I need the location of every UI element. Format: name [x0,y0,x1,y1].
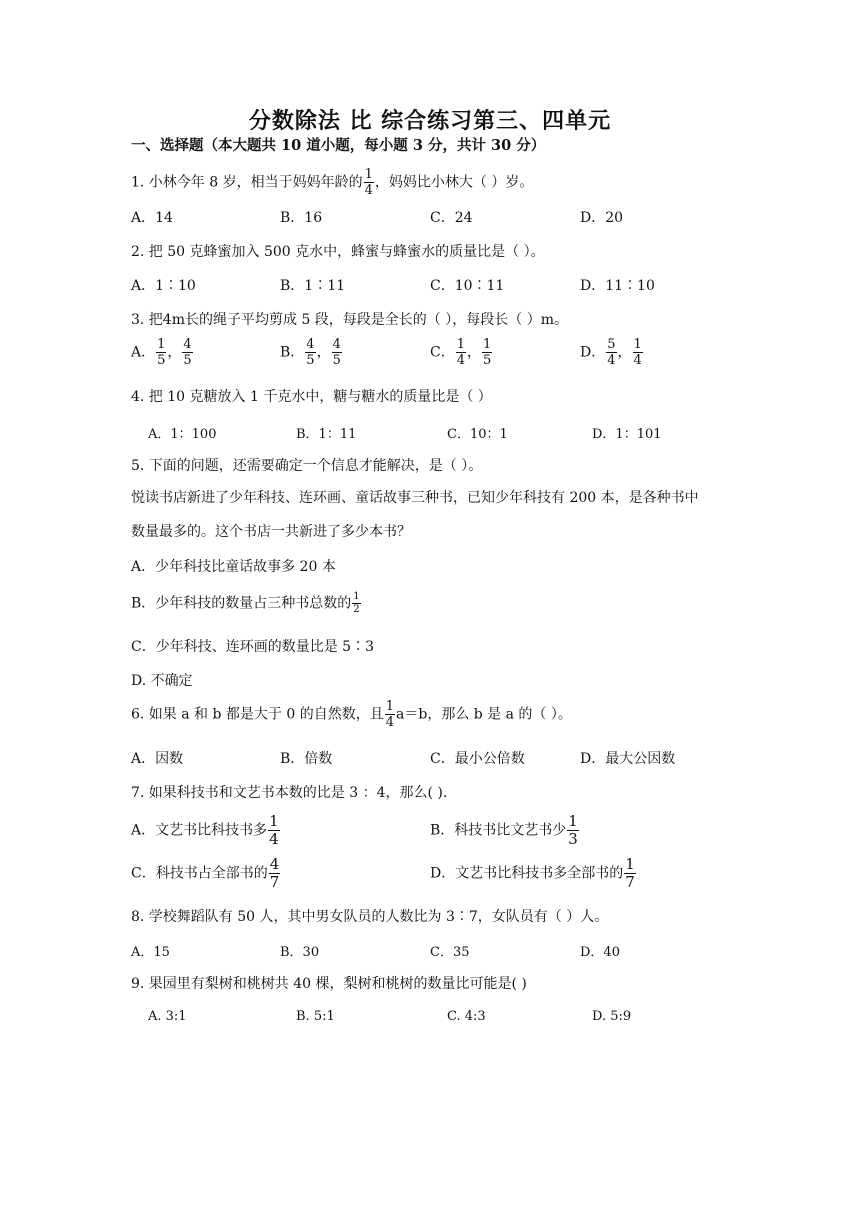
question-2-option-a: A．1∶10 [131,278,196,294]
question-3-option-c: C． $\frac{1}{4}$ ， $\frac{1}{5}$ [430,337,492,368]
question-5: 5. 下面的问题，还需要确定一个信息才能解决，是（ ）。 [131,458,483,474]
question-5-option-b-fraction: $\frac{1}{2}$ [353,591,360,615]
question-3-option-a: A． $\frac{1}{5}$ ， $\frac{4}{5}$ [131,337,192,368]
question-1-option-c: C．24 [430,210,473,226]
question-3-option-a-fraction-1: $\frac{1}{5}$ [157,337,166,368]
question-1-stem-end: ，妈妈比小林大（ ）岁。 [374,174,534,191]
question-8-option-d: D．40 [580,945,620,960]
question-3: 3. 把4m长的绳子平均剪成 5 段，每段是全长的（ ），每段长（ ）m。 [131,312,568,328]
question-6: 6. 如果 a 和 b 都是大于 0 的自然数，且 $\frac{1}{4}$ a＝b，那么 b 是 a 的（ ）。 [131,699,572,730]
question-3-option-b-fraction-1: $\frac{4}{5}$ [306,337,315,368]
question-2: 2. 把 50 克蜂蜜加入 500 克水中，蜂蜜与蜂蜜水的质量比是（ ）。 [131,244,545,260]
question-7-option-b: B．科技书比文艺书少 $\frac{1}{3}$ [430,812,578,848]
question-4: 4. 把 10 克糖放入 1 千克水中，糖与糖水的质量比是（ ） [131,389,492,405]
question-9: 9. 果园里有梨树和桃树共 40 棵，梨树和桃树的数量比可能是( ) [131,976,527,992]
question-8-option-a: A．15 [131,945,170,960]
question-7-option-c-fraction: $\frac{4}{7}$ [269,855,280,891]
question-5-option-a: A．少年科技比童话故事多 20 本 [131,559,336,575]
question-7: 7. 如果科技书和文艺书本数的比是 3 ：4，那么( ). [131,785,448,801]
question-8: 8. 学校舞蹈队有 50 人，其中男女队员的人数比为 3∶7，女队员有（ ）人。 [131,909,609,925]
question-6-option-c: C．最小公倍数 [430,751,525,767]
section-heading: 一、选择题（本大题共 10 道小题，每小题 3 分，共计 30 分） [131,137,546,154]
question-5-option-c: C．少年科技、连环画的数量比是 5∶3 [131,639,374,655]
question-6-fraction: $\frac{1}{4}$ [385,699,395,730]
page-title: 分数除法 比 综合练习第三、四单元 [248,108,612,134]
question-1-option-b: B．16 [280,210,323,226]
question-3-option-d-fraction-1: $\frac{5}{4}$ [607,337,616,368]
question-5-option-d: D. 不确定 [131,673,193,689]
question-7-option-d-fraction: $\frac{1}{7}$ [625,855,635,891]
question-5-passage-line-2: 数量最多的。这个书店一共新进了多少本书？ [131,524,411,540]
question-1-option-d: D．20 [580,210,624,226]
question-7-option-c: C．科技书占全部书的 $\frac{4}{7}$ [131,855,280,891]
question-7-option-d: D．文艺书比科技书多全部书的 $\frac{1}{7}$ [430,855,635,891]
question-8-option-c: C．35 [430,945,470,960]
question-1-fraction: $\frac{1}{4}$ [364,167,373,198]
question-4-option-a: A．1：100 [148,427,217,442]
question-3-option-d-fraction-2: $\frac{1}{4}$ [633,337,642,368]
question-2-option-c: C．10∶11 [430,278,505,294]
question-9-option-a: A. 3:1 [148,1009,187,1024]
question-4-option-d: D．1：101 [592,427,662,442]
question-3-option-b: B． $\frac{4}{5}$ ， $\frac{4}{5}$ [280,337,341,368]
question-9-option-c: C. 4:3 [447,1009,486,1024]
question-3-option-c-fraction-2: $\frac{1}{5}$ [483,337,492,368]
question-1-stem-start: 1. 小林今年 8 岁，相当于妈妈年龄的 [131,174,363,191]
question-6-option-b: B．倍数 [280,751,333,767]
question-2-option-d: D．11∶10 [580,278,655,294]
question-7-option-a: A．文艺书比科技书多 $\frac{1}{4}$ [131,812,279,848]
question-3-option-c-fraction-1: $\frac{1}{4}$ [456,337,465,368]
question-2-option-b: B．1∶11 [280,278,346,294]
question-9-option-b: B. 5:1 [296,1009,335,1024]
question-3-option-d: D． $\frac{5}{4}$ ， $\frac{1}{4}$ [580,337,642,368]
question-7-option-a-fraction: $\frac{1}{4}$ [269,812,279,848]
question-1-option-a: A．14 [131,210,173,226]
question-1 [131,168,533,197]
question-6-option-a: A．因数 [131,751,184,767]
question-3-option-a-fraction-2: $\frac{4}{5}$ [183,337,192,368]
question-8-option-b: B．30 [280,945,320,960]
question-5-passage-line-1: 悦读书店新进了少年科技、连环画、童话故事三种书，已知少年科技有 200 本，是各种书中 [131,490,699,506]
question-4-option-c: C．10：1 [447,427,508,442]
question-4-option-b: B．1：11 [296,427,357,442]
question-7-option-b-fraction: $\frac{1}{3}$ [568,812,578,848]
question-9-option-d: D. 5:9 [592,1009,632,1024]
question-6-option-d: D．最大公因数 [580,751,676,767]
question-5-option-b: B．少年科技的数量占三种书总数的 $\frac{1}{2}$ [131,591,360,615]
question-3-option-b-fraction-2: $\frac{4}{5}$ [332,337,341,368]
